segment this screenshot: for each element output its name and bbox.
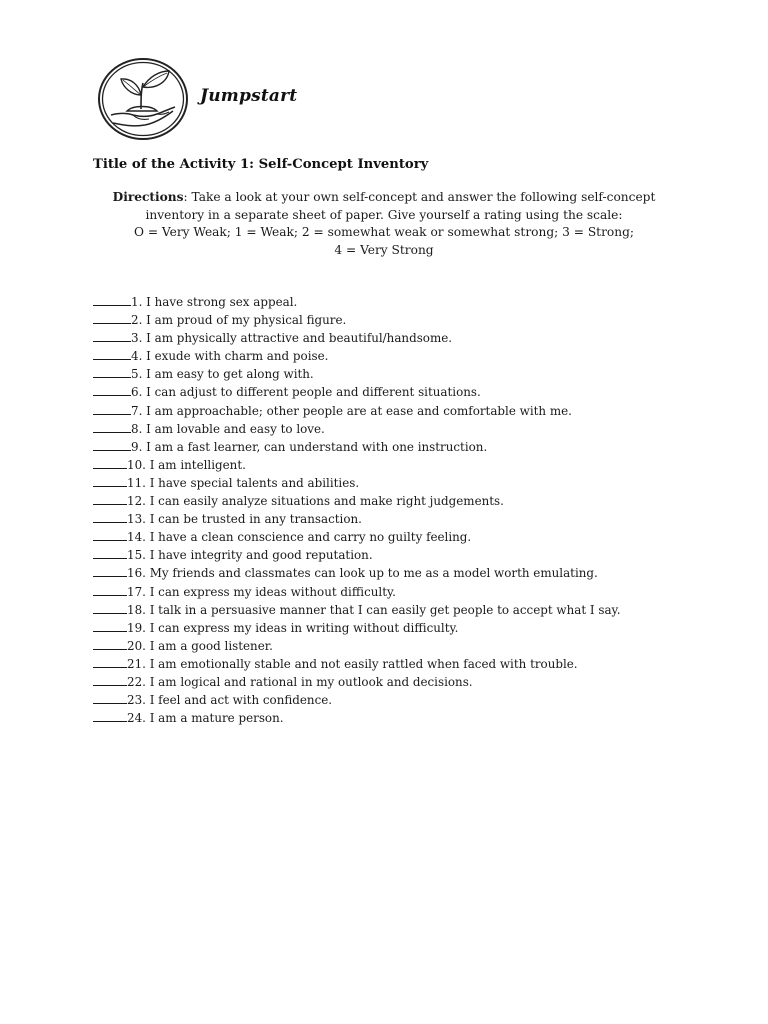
page-heading: Jumpstart [200, 86, 298, 106]
answer-blank[interactable] [93, 601, 127, 614]
answer-blank[interactable] [93, 691, 127, 704]
item-text: I have special talents and abilities. [149, 475, 360, 490]
answer-blank[interactable] [93, 709, 127, 722]
item-text: I can easily analyze situations and make right judgements. [149, 494, 504, 509]
item-text: I can be trusted in any transaction. [149, 512, 362, 527]
item-number: 20. [127, 638, 146, 653]
list-item [93, 492, 683, 510]
item-number: 4. [131, 349, 143, 364]
item-text: I am lovable and easy to love. [146, 421, 325, 436]
answer-blank[interactable] [93, 329, 131, 342]
item-number: 17. [127, 584, 146, 599]
item-number: 18. [127, 602, 146, 617]
list-item [93, 456, 683, 474]
item-text: I can adjust to different people and different situations. [146, 385, 481, 400]
list-item [93, 601, 683, 619]
item-text: I am proud of my physical figure. [146, 313, 347, 328]
inventory-list [93, 293, 683, 727]
item-text: I am a fast learner, can understand with one instruction. [146, 439, 488, 454]
list-item [93, 655, 683, 673]
list-item [93, 402, 683, 420]
answer-blank[interactable] [93, 456, 127, 469]
directions-label: Directions [112, 190, 184, 204]
item-text: I am emotionally stable and not easily rattled when faced with trouble. [149, 656, 578, 671]
item-text: I am easy to get along with. [146, 367, 314, 382]
list-item [93, 329, 683, 347]
list-item [93, 709, 683, 727]
item-text: I can express my ideas without difficulty. [149, 584, 396, 599]
list-item [93, 637, 683, 655]
item-number: 12. [127, 494, 146, 509]
item-number: 16. [127, 566, 146, 581]
item-text: I talk in a persuasive manner that I can easily get people to accept what I say. [149, 602, 621, 617]
answer-blank[interactable] [93, 347, 131, 360]
item-number: 24. [127, 711, 146, 726]
item-number: 8. [131, 421, 143, 436]
list-item [93, 438, 683, 456]
item-number: 14. [127, 530, 146, 545]
list-item [93, 510, 683, 528]
list-item [93, 619, 683, 637]
directions-text: : Take a look at your own self-concept and answer the following self-concept inventory in a separate sheet of paper. Give yourself a rating using the scale: [145, 190, 656, 222]
item-number: 6. [131, 385, 143, 400]
list-item [93, 528, 683, 546]
item-number: 13. [127, 512, 146, 527]
directions-block [93, 189, 675, 259]
item-number: 5. [131, 367, 143, 382]
item-number: 11. [127, 475, 146, 490]
item-text: My friends and classmates can look up to me as a model worth emulating. [149, 566, 598, 581]
plant-in-hand-icon [97, 57, 189, 141]
item-text: I am intelligent. [149, 457, 246, 472]
answer-blank[interactable] [93, 438, 131, 451]
item-number: 2. [131, 313, 143, 328]
answer-blank[interactable] [93, 311, 131, 324]
item-number: 3. [131, 331, 143, 346]
item-text: I exude with charm and poise. [146, 349, 329, 364]
answer-blank[interactable] [93, 383, 131, 396]
item-number: 7. [131, 403, 143, 418]
list-item [93, 347, 683, 365]
answer-blank[interactable] [93, 492, 127, 505]
item-text: I am logical and rational in my outlook and decisions. [149, 674, 473, 689]
item-text: I have integrity and good reputation. [149, 548, 373, 563]
directions-paragraph [93, 189, 675, 224]
item-number: 22. [127, 674, 146, 689]
item-number: 23. [127, 693, 146, 708]
list-item [93, 583, 683, 601]
item-text: I am approachable; other people are at ease and comfortable with me. [146, 403, 572, 418]
answer-blank[interactable] [93, 619, 127, 632]
list-item [93, 564, 683, 582]
item-number: 9. [131, 439, 143, 454]
answer-blank[interactable] [93, 402, 131, 415]
answer-blank[interactable] [93, 293, 131, 306]
list-item [93, 311, 683, 329]
item-text: I have a clean conscience and carry no guilty feeling. [149, 530, 472, 545]
list-item [93, 293, 683, 311]
activity-title: Title of the Activity 1: Self-Concept Inventory [93, 157, 429, 172]
answer-blank[interactable] [93, 655, 127, 668]
item-text: I am a good listener. [149, 638, 273, 653]
item-text: I have strong sex appeal. [146, 295, 298, 309]
answer-blank[interactable] [93, 637, 127, 650]
answer-blank[interactable] [93, 510, 127, 523]
answer-blank[interactable] [93, 528, 127, 541]
list-item [93, 420, 683, 438]
item-number: 1. [131, 295, 143, 309]
list-item [93, 673, 683, 691]
list-item [93, 365, 683, 383]
scale-line-1: O = Very Weak; 1 = Weak; 2 = somewhat weak or somewhat strong; 3 = Strong; [133, 225, 634, 239]
item-number: 10. [127, 457, 146, 472]
item-text: I feel and act with confidence. [149, 693, 333, 708]
list-item [93, 383, 683, 401]
list-item [93, 474, 683, 492]
answer-blank[interactable] [93, 546, 127, 559]
item-text: I can express my ideas in writing without difficulty. [149, 620, 459, 635]
item-number: 21. [127, 656, 146, 671]
list-item [93, 546, 683, 564]
answer-blank[interactable] [93, 474, 127, 487]
item-number: 19. [127, 620, 146, 635]
answer-blank[interactable] [93, 564, 127, 577]
answer-blank[interactable] [93, 673, 127, 686]
answer-blank[interactable] [93, 583, 127, 596]
item-number: 15. [127, 548, 146, 563]
list-item [93, 691, 683, 709]
answer-blank[interactable] [93, 365, 131, 378]
answer-blank[interactable] [93, 420, 131, 433]
item-text: I am a mature person. [149, 711, 284, 726]
item-text: I am physically attractive and beautiful/handsome. [146, 331, 453, 346]
scale-line-2: 4 = Very Strong [334, 242, 434, 257]
